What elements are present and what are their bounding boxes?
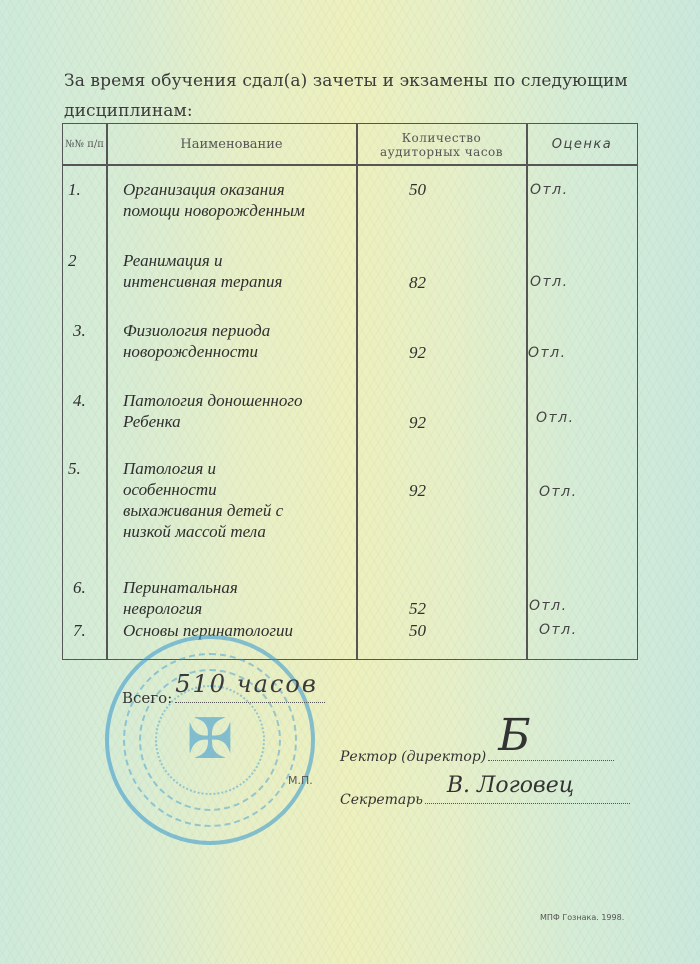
- row-4-name: [123, 390, 302, 432]
- total-dotted-line: [175, 670, 325, 703]
- row-5-name-line: выхаживания детей с: [123, 501, 284, 520]
- row-1-grade: Отл.: [530, 182, 569, 198]
- row-6-grade: Отл.: [529, 598, 568, 614]
- row-7-name: [123, 620, 293, 641]
- row-5-name-line: низкой массой тела: [123, 522, 266, 541]
- row-4-grade: Отл.: [536, 410, 575, 426]
- rector-label: Ректор (директор): [340, 749, 487, 765]
- secretary-dotted-line: [425, 773, 630, 804]
- column-divider: [526, 124, 528, 659]
- rector-dotted-line: [488, 710, 614, 761]
- header-hours: [357, 124, 526, 165]
- row-2-name-line: Реанимация и: [123, 251, 223, 270]
- row-7-grade: Отл.: [539, 622, 578, 638]
- seal-place-label: М.П.: [288, 774, 313, 787]
- row-6-name-line: Перинатальная: [123, 578, 238, 597]
- official-seal-stamp: [105, 635, 315, 845]
- row-3-name-line: Физиология периода: [123, 321, 271, 340]
- row-6-name: [123, 577, 238, 619]
- row-1-name-line: Организация оказания: [123, 180, 285, 199]
- row-5-name: [123, 458, 283, 542]
- row-4-name-line: Патология доношенного: [123, 391, 303, 410]
- printer-imprint: МПФ Гознака. 1998.: [540, 913, 625, 922]
- header-hours-line2: аудиторных часов: [379, 144, 504, 159]
- column-divider: [106, 124, 108, 659]
- header-hours-line1: Количество: [401, 130, 482, 145]
- row-2-name: [123, 250, 282, 292]
- secretary-signature-row: [340, 773, 630, 808]
- row-1-num: 1.: [68, 180, 81, 199]
- intro-text: За время обучения сдал(а) зачеты и экзамены по следующим дисциплинам:: [64, 71, 628, 121]
- double-headed-eagle-icon: ✠: [186, 709, 234, 771]
- row-7-num: 7.: [73, 621, 86, 640]
- row-2-num: 2: [68, 251, 77, 270]
- row-5-name-line: Патология и: [123, 459, 217, 478]
- row-2-hours: 82: [409, 273, 426, 292]
- row-3-grade: Отл.: [528, 345, 567, 361]
- row-1-name: [123, 179, 305, 221]
- row-4-name-line: Ребенка: [123, 412, 181, 431]
- row-1-hours: 50: [409, 180, 426, 199]
- row-7-hours: 50: [409, 621, 426, 640]
- header-name: Наименование: [180, 137, 283, 152]
- row-2-name-line: интенсивная терапия: [123, 272, 283, 291]
- row-5-num: 5.: [68, 459, 81, 478]
- header-num: №№ п/п: [65, 139, 104, 150]
- total-hours: [122, 670, 325, 707]
- grades-table: [62, 123, 638, 660]
- row-7-name-line: Основы перинатологии: [123, 621, 293, 640]
- row-5-name-line: особенности: [123, 480, 217, 499]
- row-1-name-line: помощи новорожденным: [123, 201, 305, 220]
- row-2-grade: Отл.: [530, 274, 569, 290]
- row-3-hours: 92: [409, 343, 426, 362]
- row-5-hours: 92: [409, 481, 426, 500]
- row-6-num: 6.: [73, 578, 86, 597]
- total-label: Всего:: [122, 689, 173, 707]
- column-divider: [356, 124, 358, 659]
- row-5-grade: Отл.: [539, 484, 578, 500]
- rector-signature-row: [340, 710, 614, 765]
- secretary-signature: В. Логовец: [446, 773, 575, 798]
- rector-signature: Б: [498, 710, 531, 761]
- row-3-name-line: новорожденности: [123, 342, 259, 361]
- row-6-name-line: неврология: [123, 599, 203, 618]
- row-4-hours: 92: [409, 413, 426, 432]
- header-grade: Оценка: [551, 137, 613, 152]
- row-3-num: 3.: [73, 321, 86, 340]
- row-3-name: [123, 320, 270, 362]
- secretary-label: Секретарь: [340, 792, 423, 808]
- row-6-hours: 52: [409, 599, 426, 618]
- row-4-num: 4.: [73, 391, 86, 410]
- total-hours-handwritten: 510 часов: [175, 670, 318, 698]
